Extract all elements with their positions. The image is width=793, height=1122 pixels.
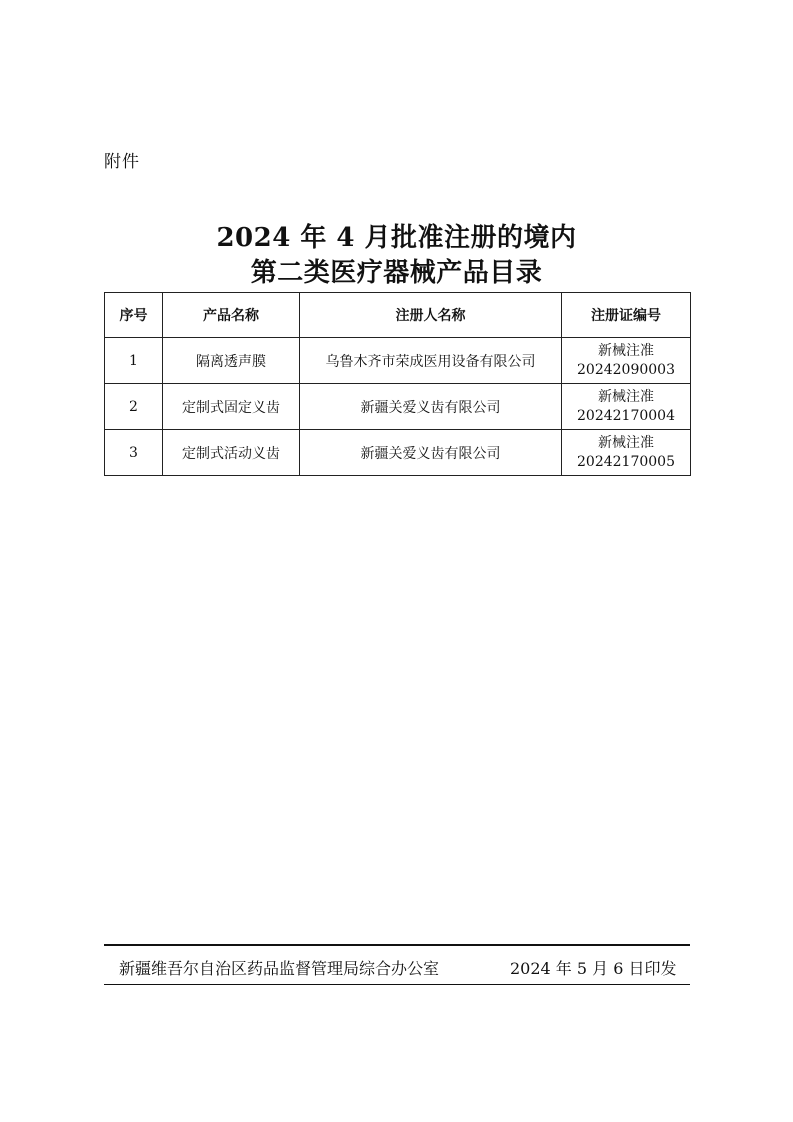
column-header-certificate-number: 注册证编号 [562, 293, 691, 338]
column-header-serial-no: 序号 [105, 293, 163, 338]
certificate-prefix: 新械注准 [598, 434, 654, 451]
table-row [105, 430, 691, 476]
certificate-digits: 20242090003 [577, 361, 675, 378]
cell-product-name: 定制式活动义齿 [163, 430, 300, 476]
cell-registrant-name: 新疆关爱义齿有限公司 [300, 384, 562, 430]
cell-certificate-number [562, 338, 691, 384]
product-catalog-table [104, 292, 691, 476]
document-title-line-1: 2024 年 4 月批准注册的境内 [216, 223, 577, 253]
column-header-registrant-name: 注册人名称 [300, 293, 562, 338]
document-title-line-2: 第二类医疗器械产品目录 [250, 258, 543, 288]
footer-top-rule [104, 944, 690, 946]
certificate-digits: 20242170005 [577, 453, 675, 470]
footer-issue-date: 2024 年 5 月 6 日印发 [510, 959, 677, 978]
cell-certificate-number [562, 430, 691, 476]
footer-issuer: 新疆维吾尔自治区药品监督管理局综合办公室 [119, 959, 440, 978]
cell-registrant-name: 乌鲁木齐市荣成医用设备有限公司 [300, 338, 562, 384]
table-header-row [105, 293, 691, 338]
certificate-prefix: 新械注准 [598, 342, 654, 359]
cell-registrant-name: 新疆关爱义齿有限公司 [300, 430, 562, 476]
certificate-prefix: 新械注准 [598, 388, 654, 405]
cell-serial-no: 3 [105, 430, 163, 476]
table-row [105, 384, 691, 430]
attachment-label: 附件 [104, 152, 140, 172]
column-header-product-name: 产品名称 [163, 293, 300, 338]
cell-product-name: 隔离透声膜 [163, 338, 300, 384]
footer-bottom-rule [104, 984, 690, 985]
cell-serial-no: 2 [105, 384, 163, 430]
table-row [105, 338, 691, 384]
cell-serial-no: 1 [105, 338, 163, 384]
cell-certificate-number [562, 384, 691, 430]
certificate-digits: 20242170004 [577, 407, 675, 424]
cell-product-name: 定制式固定义齿 [163, 384, 300, 430]
